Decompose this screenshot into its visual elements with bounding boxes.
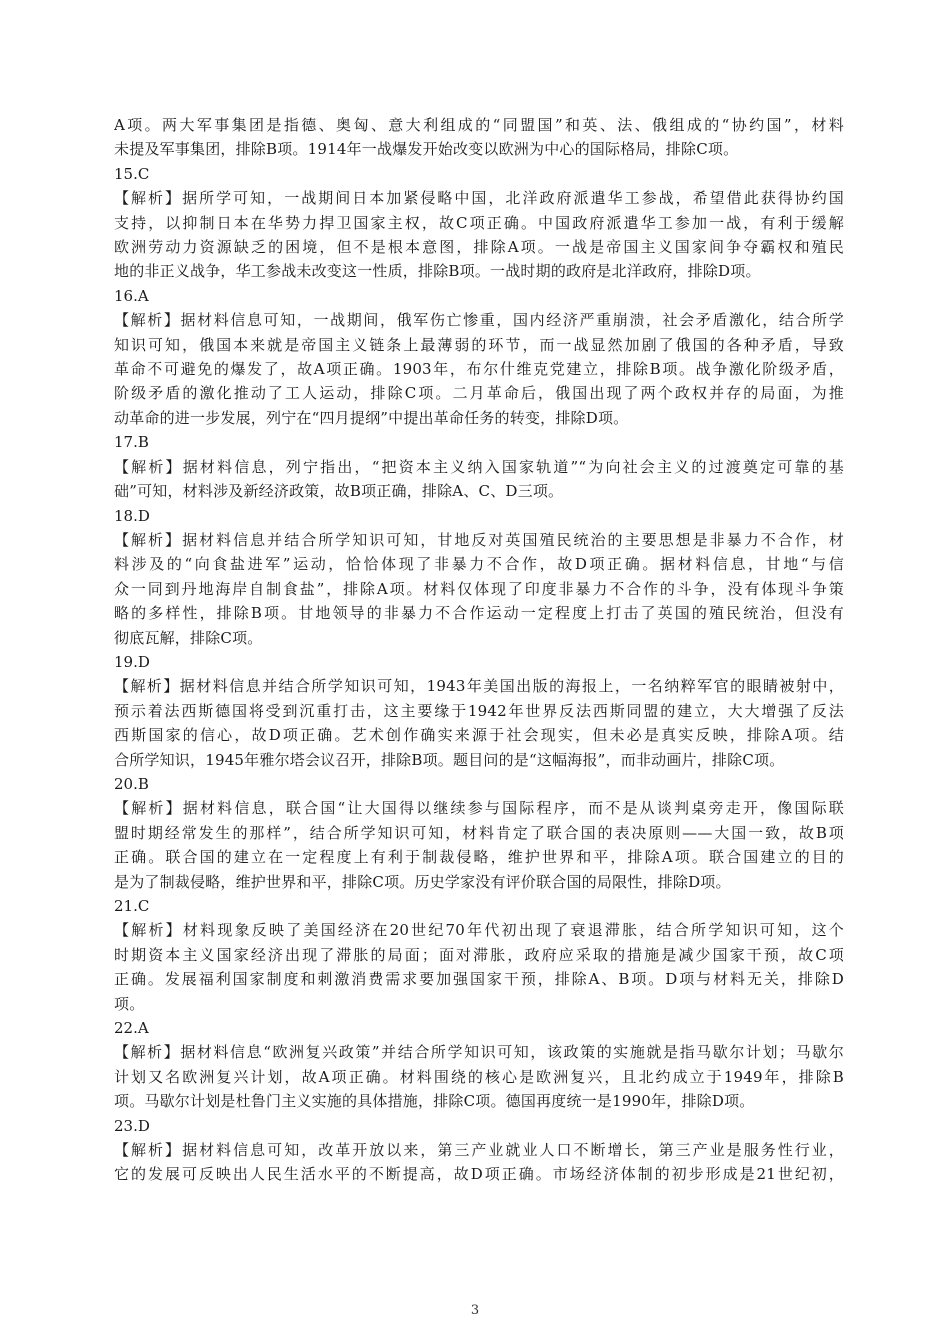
paragraph-line: 支持，以抑制日本在华势力捍卫国家主权，故C项正确。中国政府派遣华工参加一战，有利于缓解 bbox=[114, 213, 844, 232]
answer-key: 20.B bbox=[114, 774, 149, 793]
paragraph-line: 知识可知，俄国本来就是帝国主义链条上最薄弱的环节，而一战显然加剧了俄国的各种矛盾，导致 bbox=[114, 335, 844, 354]
paragraph-line: 【解析】据材料信息可知，一战期间，俄军伤亡惨重，国内经济严重崩溃，社会矛盾激化，结合所学 bbox=[114, 311, 844, 330]
answer-key: 18.D bbox=[114, 506, 150, 525]
paragraph-line: 是为了制裁侵略，维护世界和平，排除C项。历史学家没有评价联合国的局限性，排除D项。 bbox=[114, 872, 731, 891]
paragraph-line: A项。两大军事集团是指德、奥匈、意大利组成的“同盟国”和英、法、俄组成的“协约国”，材料 bbox=[114, 116, 844, 134]
paragraph-line: 础”可知，材料涉及新经济政策，故B项正确，排除A、C、D三项。 bbox=[114, 482, 564, 501]
paragraph-line: 料涉及的“向食盐进军”运动，恰恰体现了非暴力不合作，故D项正确。据材料信息，甘地“与信 bbox=[114, 555, 844, 574]
paragraph-line: 动革命的进一步发展，列宁在“四月提纲”中提出革命任务的转变，排除D项。 bbox=[114, 408, 629, 427]
paragraph-line: 项。马歇尔计划是杜鲁门主义实施的具体措施，排除C项。德国再度统一是1990年，排除D项。 bbox=[114, 1092, 755, 1111]
paragraph-line: 【解析】据材料信息“欧洲复兴政策”并结合所学知识可知，该政策的实施就是指马歇尔计划；马歇尔 bbox=[114, 1043, 844, 1062]
document-body bbox=[114, 113, 844, 1187]
answer-key: 22.A bbox=[114, 1019, 149, 1038]
paragraph-line: 革命不可避免的爆发了，故A项正确。1903年，布尔什维克党建立，排除B项。战争激化阶级矛盾， bbox=[114, 360, 844, 379]
paragraph-line: 略的多样性，排除B项。甘地领导的非暴力不合作运动一定程度上打击了英国的殖民统治，但没有 bbox=[114, 604, 844, 623]
paragraph-line: 【解析】材料现象反映了美国经济在20世纪70年代初出现了衰退滞胀，结合所学知识可知，这个 bbox=[114, 921, 844, 940]
paragraph-line: 正确。发展福利国家制度和刺激消费需求要加强国家干预，排除A、B项。D项与材料无关，排除D bbox=[114, 970, 844, 989]
answer-key: 21.C bbox=[114, 897, 150, 915]
paragraph-line: 【解析】据材料信息并结合所学知识可知，甘地反对英国殖民统治的主要思想是非暴力不合作，材 bbox=[114, 530, 844, 549]
paragraph-line: 西斯国家的信心，故D项正确。艺术创作确实来源于社会现实，但未必是真实反映，排除A项。结 bbox=[114, 726, 844, 745]
paragraph-line: 【解析】据材料信息并结合所学知识可知，1943年美国出版的海报上，一名纳粹军官的眼睛被射中， bbox=[114, 677, 844, 696]
answer-key: 19.D bbox=[114, 652, 150, 671]
answer-key: 23.D bbox=[114, 1116, 150, 1135]
paragraph-line: 地的非正义战争，华工参战未改变这一性质，排除B项。一战时期的政府是北洋政府，排除D项。 bbox=[114, 262, 761, 281]
paragraph-line: 【解析】据材料信息，列宁指出，“把资本主义纳入国家轨道”“为向社会主义的过渡奠定可靠的基 bbox=[114, 457, 844, 476]
paragraph-line: 时期资本主义国家经济出现了滞胀的局面；面对滞胀，政府应采取的措施是减少国家干预，故C项 bbox=[114, 945, 844, 964]
paragraph-line: 预示着法西斯德国将受到沉重打击，这主要缘于1942年世界反法西斯同盟的建立，大大增强了反法 bbox=[114, 701, 844, 720]
page-number: 3 bbox=[470, 1303, 480, 1318]
paragraph-line: 阶级矛盾的激化推动了工人运动，排除C项。二月革命后，俄国出现了两个政权并存的局面，为推 bbox=[114, 384, 844, 403]
paragraph-line: 彻底瓦解，排除C项。 bbox=[114, 628, 263, 647]
paragraph-line: 盟时期经常发生的那样”，结合所学知识可知，材料肯定了联合国的表决原则——大国一致，故B项 bbox=[114, 823, 844, 842]
paragraph-line: 【解析】据材料信息可知，改革开放以来，第三产业就业人口不断增长，第三产业是服务性行业， bbox=[114, 1141, 844, 1160]
paragraph-line: 【解析】据所学可知，一战期间日本加紧侵略中国，北洋政府派遣华工参战，希望借此获得协约国 bbox=[114, 189, 844, 208]
paragraph-line: 未提及军事集团，排除B项。1914年一战爆发开始改变以欧洲为中心的国际格局，排除C项。 bbox=[114, 140, 739, 159]
paragraph-line: 正确。联合国的建立在一定程度上有利于制裁侵略，维护世界和平，排除A项。联合国建立的目的 bbox=[114, 848, 844, 867]
paragraph-line: 欧洲劳动力资源缺乏的困境，但不是根本意图，排除A项。一战是帝国主义国家间争夺霸权和殖民 bbox=[114, 238, 844, 257]
paragraph-line: 它的发展可反映出人民生活水平的不断提高，故D项正确。市场经济体制的初步形成是21世纪初， bbox=[114, 1165, 844, 1184]
paragraph-line: 【解析】据材料信息，联合国“让大国得以继续参与国际程序，而不是从谈判桌旁走开，像国际联 bbox=[114, 799, 844, 818]
paragraph-line: 众一同到丹地海岸自制食盐”，排除A项。材料仅体现了印度非暴力不合作的斗争，没有体现斗争策 bbox=[114, 579, 844, 598]
paragraph-line: 项。 bbox=[114, 994, 145, 1013]
answer-key: 15.C bbox=[114, 164, 150, 183]
answer-key: 16.A bbox=[114, 286, 149, 305]
paragraph-line: 合所学知识，1945年雅尔塔会议召开，排除B项。题目问的是“这幅海报”，而非动画片，排除C项。 bbox=[114, 750, 785, 769]
answer-key: 17.B bbox=[114, 433, 149, 452]
paragraph-line: 计划又名欧洲复兴计划，故A项正确。材料围绕的核心是欧洲复兴，且北约成立于1949年，排除B bbox=[114, 1067, 844, 1086]
